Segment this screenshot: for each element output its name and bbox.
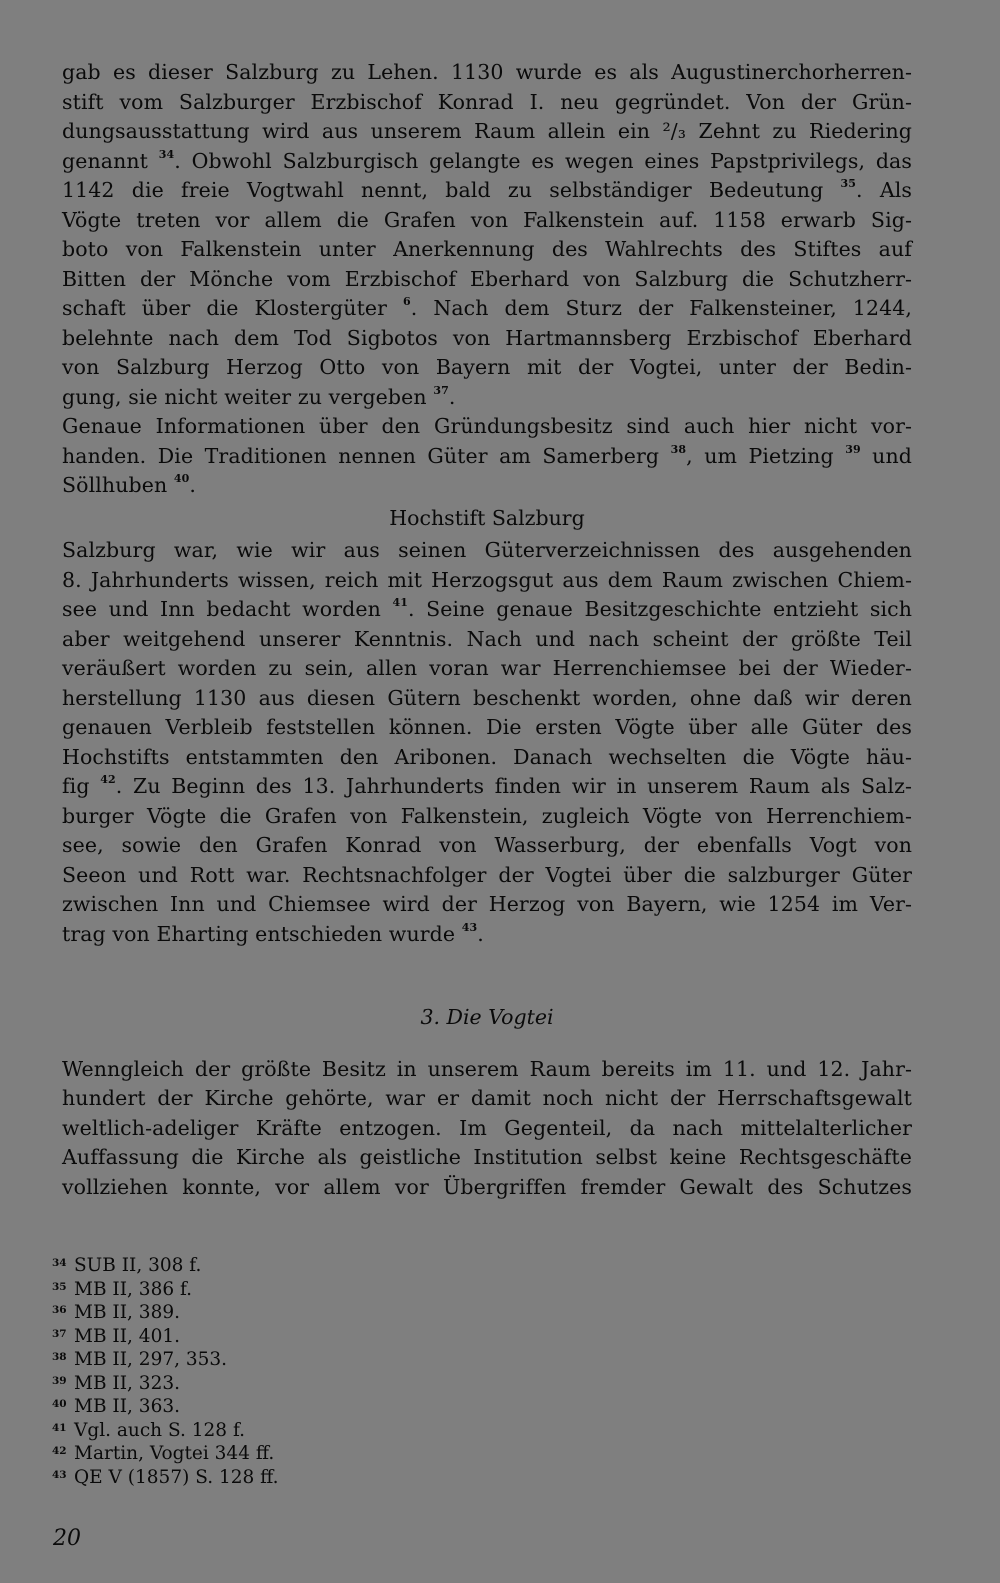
footnote-text: Martin, Vogtei 344 ff.	[74, 1443, 275, 1464]
text-line: burger Vögte die Grafen von Falkenstein, zugleich Vögte von Herrenchiem-	[62, 803, 912, 828]
footnote	[52, 1441, 279, 1465]
text-line: von Salzburg Herzog Otto von Bayern mit der Vogtei, unter der Bedin-	[62, 355, 912, 379]
text-line: weltlich-adeliger Kräfte entzogen. Im Gegenteil, da nach mittelalterlicher	[62, 1115, 912, 1140]
text-line: 8. Jahrhunderts wissen, reich mit Herzogsgut aus dem Raum zwischen Chiem-	[62, 567, 912, 592]
text-line: Bitten der Mönche vom Erzbischof Eberhard von Salzburg die Schutzherr-	[62, 266, 912, 291]
footnote-ref[interactable]: 42	[100, 773, 116, 787]
text-line: Vögte treten vor allem die Grafen von Falkenstein auf. 1158 erwarb Sig-	[62, 207, 912, 232]
text-line: zwischen Inn und Chiemsee wird der Herzog von Bayern, wie 1254 im Ver-	[62, 892, 912, 916]
footnote	[52, 1465, 279, 1489]
text-line: see und Inn bedacht worden $^{41}$. Seine genaue Besitzgeschichte entzieht sich	[62, 596, 912, 621]
footnote	[52, 1371, 279, 1395]
footnote-number: 34	[52, 1257, 67, 1269]
footnote-ref[interactable]: 43	[461, 920, 478, 934]
footnote-ref[interactable]: 41	[392, 596, 408, 610]
paragraph-gruendungsbesitz	[62, 412, 912, 501]
text-line: veräußert worden zu sein, allen voran war Herrenchiemsee bei der Wieder-	[62, 656, 912, 680]
text-line: boto von Falkenstein unter Anerkennung des Wahlrechts des Stiftes auf	[62, 237, 912, 261]
text-line: Söllhuben $^{40}$.	[62, 472, 197, 497]
footnote	[52, 1418, 279, 1442]
text-line: gab es dieser Salzburg zu Lehen. 1130 wurde es als Augustinerchorherren-	[62, 60, 912, 84]
text-line: stift vom Salzburger Erzbischof Konrad I. neu gegründet. Von der Grün-	[62, 89, 912, 114]
text-line: aber weitgehend unserer Kenntnis. Nach und nach scheint der größte Teil	[62, 626, 912, 651]
footnote-text: QE V (1857) S. 128 ff.	[74, 1466, 279, 1488]
paragraph-vogtei	[62, 1055, 912, 1203]
text-line: herstellung 1130 aus diesen Gütern beschenkt worden, ohne daß wir deren	[62, 685, 912, 710]
text-line: trag von Eharting entschieden wurde $^{43}$.	[62, 920, 484, 946]
footnote-number: 42	[52, 1445, 67, 1457]
footnote-number: 37	[52, 1327, 67, 1340]
footnote-ref[interactable]: 40	[173, 472, 190, 486]
text-line: belehnte nach dem Tod Sigbotos von Hartmannsberg Erzbischof Eberhard	[62, 325, 912, 350]
text-line: Seeon und Rott war. Rechtsnachfolger der Vogtei über die salzburger Güter	[62, 862, 912, 887]
text-line: fig $^{42}$. Zu Beginn des 13. Jahrhunderts finden wir in unserem Raum als Salz-	[62, 773, 912, 798]
text-line: Genaue Informationen über den Gründungsbesitz sind auch hier nicht vor-	[62, 414, 912, 438]
footnote-text: MB II, 363.	[74, 1396, 180, 1417]
footnote-ref[interactable]: 34	[158, 147, 175, 161]
paragraph-hochstift	[62, 536, 912, 949]
footnote	[52, 1300, 279, 1324]
paragraph-herrenchiemsee	[62, 58, 912, 412]
text-line: Wenngleich der größte Besitz in unserem Raum bereits im 11. und 12. Jahr-	[62, 1056, 912, 1081]
footnotes	[52, 1253, 279, 1488]
footnote-ref[interactable]: 35	[840, 177, 857, 191]
page-number: 20	[53, 1526, 81, 1551]
text-line: schaft über die Klostergüter $^6$. Nach dem Sturz der Falkensteiner, 1244,	[62, 295, 912, 320]
footnote-number: 36	[52, 1304, 67, 1316]
footnote-text: MB II, 297, 353.	[74, 1349, 228, 1370]
text-line: gung, sie nicht weiter zu vergeben $^{37}$.	[62, 383, 456, 409]
text-line: hundert der Kirche gehörte, war er damit noch nicht der Herrschaftsgewalt	[62, 1086, 912, 1110]
text-line: see, sowie den Grafen Konrad von Wasserburg, der ebenfalls Vogt von	[62, 833, 912, 857]
text-line: 1142 die freie Vogtwahl nennt, bald zu selbständiger Bedeutung $^{35}$. Als	[62, 177, 913, 202]
footnote	[52, 1347, 279, 1371]
footnote-text: MB II, 401.	[74, 1325, 180, 1347]
text-line: dungsausstattung wird aus unserem Raum allein ein ²/₃ Zehnt zu Riedering	[62, 119, 912, 143]
footnote-ref[interactable]: 38	[670, 442, 687, 456]
text-line: genauen Verbleib feststellen können. Die ersten Vögte über alle Güter des	[62, 715, 912, 739]
text-line: genannt $^{34}$. Obwohl Salzburgisch gelangte es wegen eines Papstprivilegs, das	[62, 147, 912, 173]
text-line: Salzburg war, wie wir aus seinen Güterverzeichnissen des ausgehenden	[62, 538, 912, 562]
footnote-text: MB II, 389.	[74, 1302, 180, 1323]
footnote-text: MB II, 386 f.	[74, 1278, 193, 1300]
footnote-ref[interactable]: 37	[433, 383, 449, 397]
footnote-number: 41	[52, 1421, 67, 1434]
footnote	[52, 1394, 279, 1418]
page-body	[62, 58, 912, 1202]
footnote-number: 38	[52, 1351, 67, 1363]
footnote-number: 35	[52, 1280, 67, 1293]
footnote-ref[interactable]: 6	[403, 295, 411, 309]
text-line: vollziehen konnte, vor allem vor Übergriffen fremder Gewalt des Schutzes	[62, 1174, 912, 1199]
footnote-text: MB II, 323.	[74, 1372, 180, 1394]
footnote	[52, 1277, 279, 1301]
footnote-ref[interactable]: 39	[845, 442, 861, 456]
subheading-hochstift-salzburg: Hochstift Salzburg	[389, 505, 585, 530]
footnote-number: 40	[52, 1398, 67, 1410]
footnote-text: Vgl. auch S. 128 f.	[74, 1419, 246, 1441]
footnote	[52, 1324, 279, 1348]
text-line: Auffassung die Kirche als geistliche Institution selbst keine Rechtsgeschäfte	[62, 1145, 912, 1169]
footnote-number: 43	[52, 1468, 67, 1481]
footnote	[52, 1253, 279, 1277]
text-line: handen. Die Traditionen nennen Güter am Samerberg $^{38}$, um Pietzing $^{39}$ und	[62, 442, 912, 468]
footnote-text: SUB II, 308 f.	[74, 1255, 202, 1276]
section-heading-vogtei: 3. Die Vogtei	[420, 1005, 554, 1029]
text-line: Hochstifts entstammten den Aribonen. Danach wechselten die Vögte häu-	[62, 744, 912, 769]
footnote-number: 39	[52, 1374, 67, 1387]
